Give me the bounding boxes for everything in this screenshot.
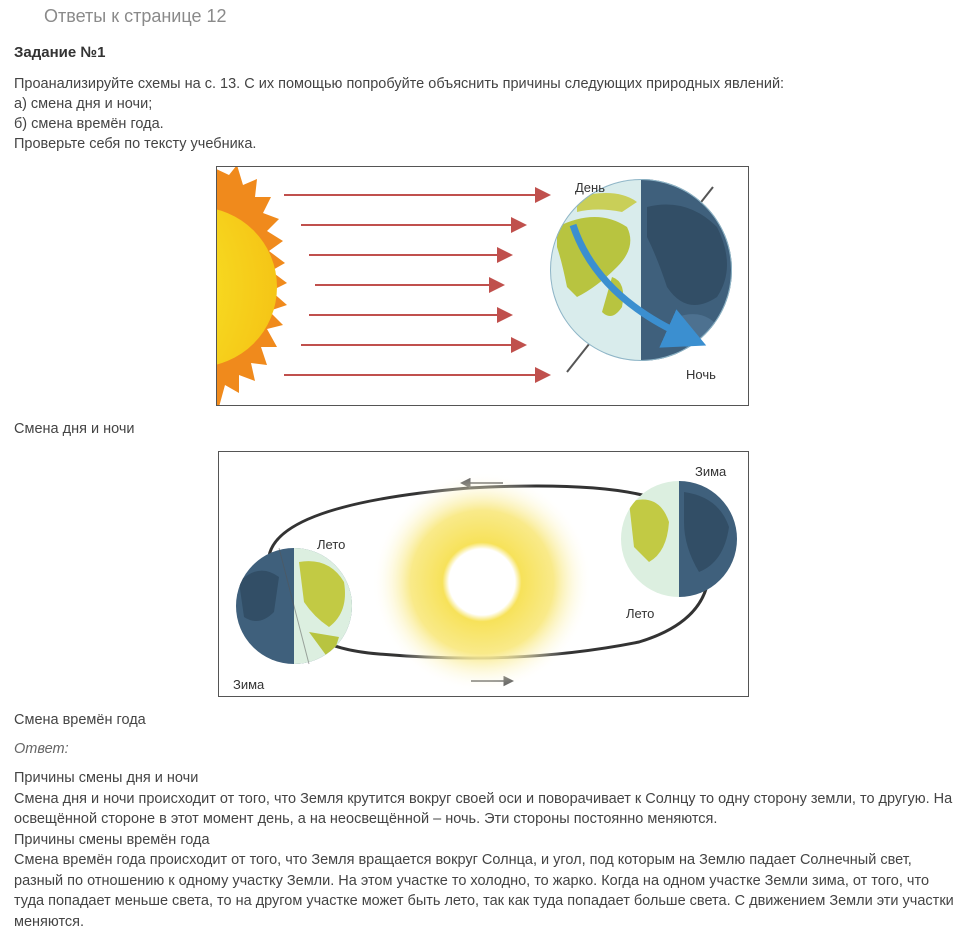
answer-paragraph: Смена дня и ночи происходит от того, что Земля крутится вокруг своей оси и поворачивает к Солнцу то одну сторону земли, то другую. На освещённой стороне в этот момент день, а на неосвещённой – ночь. Эти стороны постоянно меняются. (14, 790, 953, 827)
task-line: б) смена времён года. (14, 116, 164, 132)
day-night-illustration (217, 167, 748, 405)
answer-heading: Причины смены времён года (14, 831, 210, 848)
summer-label-left: Лето (317, 537, 346, 552)
seasons-illustration (219, 452, 748, 696)
earth-icon (547, 177, 748, 367)
seasons-figure (218, 451, 749, 697)
page-title: Ответы к странице 12 (44, 6, 227, 26)
day-night-figure (216, 166, 749, 406)
task-description (14, 74, 784, 154)
night-label: Ночь (686, 367, 716, 382)
sun-rays (284, 195, 547, 375)
winter-label-left: Зима (233, 677, 265, 692)
answer-label: Ответ: (14, 741, 69, 757)
answer-text (14, 768, 959, 932)
figure-caption: Смена дня и ночи (14, 421, 135, 437)
sun-icon (217, 167, 287, 405)
task-line: Проанализируйте схемы на с. 13. С их помощью попробуйте объяснить причины следующих природных явлений: (14, 76, 785, 92)
task-title: Задание №1 (14, 44, 106, 61)
day-label: День (575, 180, 605, 195)
sun-icon (372, 472, 592, 692)
answer-paragraph: Смена времён года происходит от того, что Земля вращается вокруг Солнца, и угол, под которым на Землю падает Солнечный свет, разный по отношению к одному участку Земли. На этом участке то холодно, то жарко. Когда на одном участке Земли зима, от того, что туда попадает меньше света, то на другом участке может быть лето, так как туда попадает больше света. С движением Земли эти участки меняются. (14, 852, 954, 930)
winter-label-right: Зима (695, 464, 727, 479)
task-line: а) смена дня и ночи; (14, 96, 153, 112)
answer-heading: Причины смены дня и ночи (14, 770, 199, 786)
task-line: Проверьте себя по тексту учебника. (14, 136, 257, 152)
earth-icon (619, 479, 748, 599)
figure-caption: Смена времён года (14, 712, 146, 728)
summer-label-right: Лето (626, 606, 655, 621)
